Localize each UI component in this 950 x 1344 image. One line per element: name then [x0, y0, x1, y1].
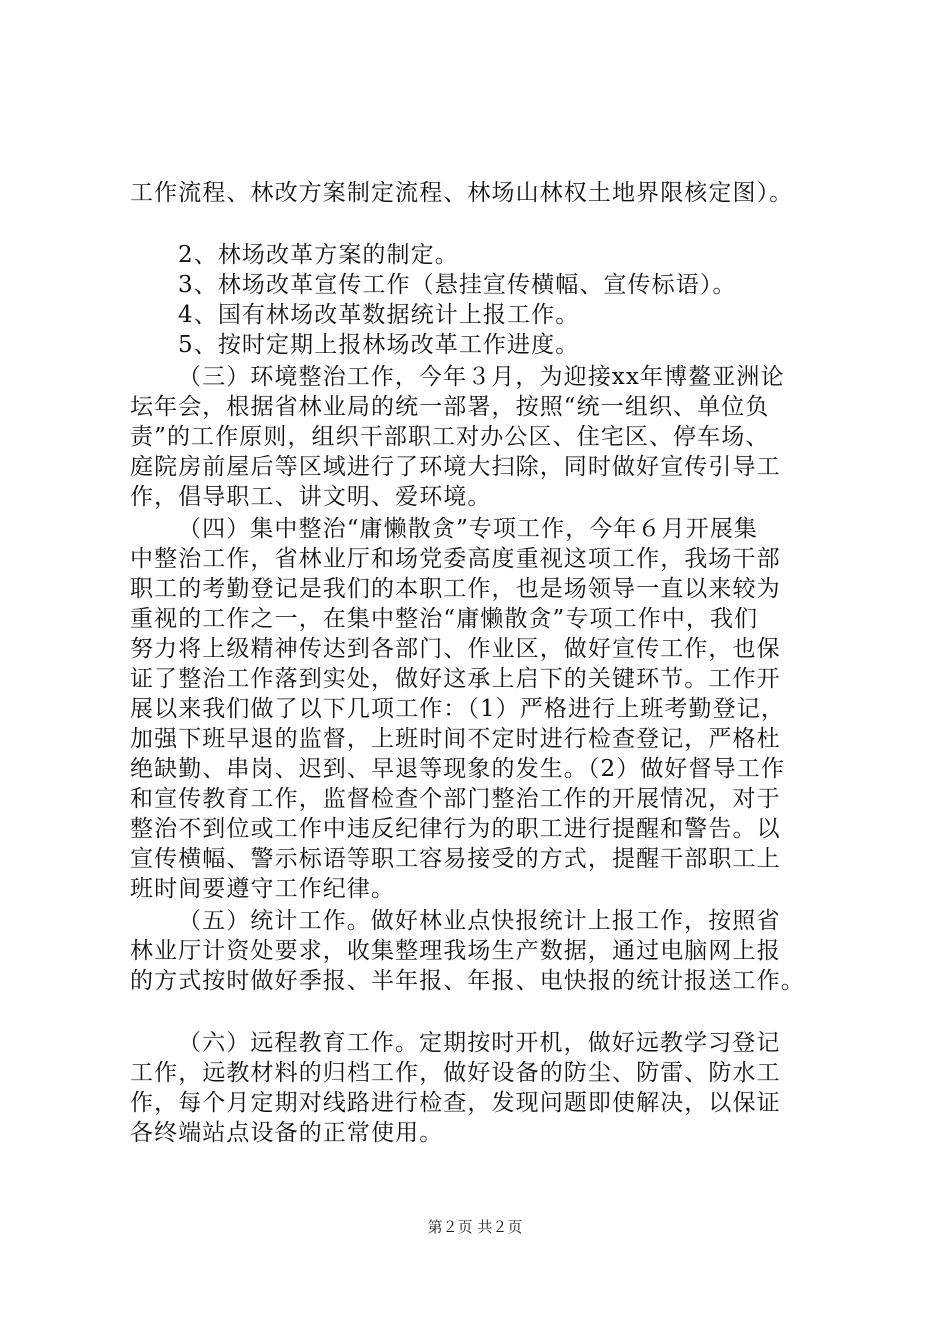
body-line: 中整治工作，省林业厅和场党委高度重视这项工作，我场干部	[130, 546, 781, 572]
body-line: 加强下班早退的监督，上班时间不定时进行检查登记，严格杜	[130, 726, 781, 752]
list-item: 3、林场改革宣传工作（悬挂宣传横幅、宣传标语）。	[178, 272, 737, 298]
body-line: 林业厅计资处要求，收集整理我场生产数据，通过电脑网上报	[130, 938, 781, 964]
body-line: 展以来我们做了以下几项工作：（1）严格进行上班考勤登记，	[130, 696, 785, 722]
body-line: 重视的工作之一，在集中整治“庸懒散贪”专项工作中，我们	[130, 606, 759, 632]
paragraph-first-line: （六）远程教育工作。定期按时开机，做好远教学习登记	[178, 1030, 781, 1056]
list-item: 5、按时定期上报林场改革工作进度。	[178, 332, 580, 358]
body-line: 工作流程、林改方案制定流程、林场山林权土地界限核定图）。	[130, 180, 794, 206]
body-line: 证了整治工作落到实处，做好这承上启下的关键环节。工作开	[130, 666, 781, 692]
paragraph-first-line: （三）环境整治工作，今年３月，为迎接xx年博鳌亚洲论	[178, 364, 785, 390]
paragraph-first-line: （四）集中整治“庸懒散贪”专项工作，今年６月开展集	[178, 516, 759, 542]
body-line: 努力将上级精神传达到各部门、作业区，做好宣传工作，也保	[130, 636, 781, 662]
page-footer: 第２页 共２页	[427, 1218, 523, 1236]
body-line: 各终端站点设备的正常使用。	[130, 1120, 444, 1146]
body-line: 坛年会，根据省林业局的统一部署，按照“统一组织、单位负	[130, 394, 770, 420]
body-line: 责”的工作原则，组织干部职工对办公区、住宅区、停车场、	[130, 424, 770, 450]
body-line: 职工的考勤登记是我们的本职工作，也是场领导一直以来较为	[130, 576, 781, 602]
paragraph-first-line: （五）统计工作。做好林业点快报统计上报工作，按照省	[178, 908, 781, 934]
body-line: 庭院房前屋后等区域进行了环境大扫除，同时做好宣传引导工	[130, 454, 781, 480]
body-line: 的方式按时做好季报、半年报、年报、电快报的统计报送工作。	[130, 968, 805, 994]
body-line: 工作，远教材料的归档工作，做好设备的防尘、防雷、防水工	[130, 1060, 781, 1086]
body-line: 班时间要遵守工作纪律。	[130, 876, 396, 902]
body-line: 作，倡导职工、讲文明、爱环境。	[130, 484, 492, 510]
list-item: 2、林场改革方案的制定。	[178, 242, 459, 268]
body-line: 整治不到位或工作中违反纪律行为的职工进行提醒和警告。以	[130, 816, 781, 842]
body-line: 宣传横幅、警示标语等职工容易接受的方式，提醒干部职工上	[130, 846, 781, 872]
body-line: 绝缺勤、串岗、迟到、早退等现象的发生。（2）做好督导工作	[130, 756, 785, 782]
body-line: 作，每个月定期对线路进行检查，发现问题即使解决，以保证	[130, 1090, 781, 1116]
list-item: 4、国有林场改革数据统计上报工作。	[178, 302, 580, 328]
body-line: 和宣传教育工作，监督检查个部门整治工作的开展情况，对于	[130, 786, 781, 812]
